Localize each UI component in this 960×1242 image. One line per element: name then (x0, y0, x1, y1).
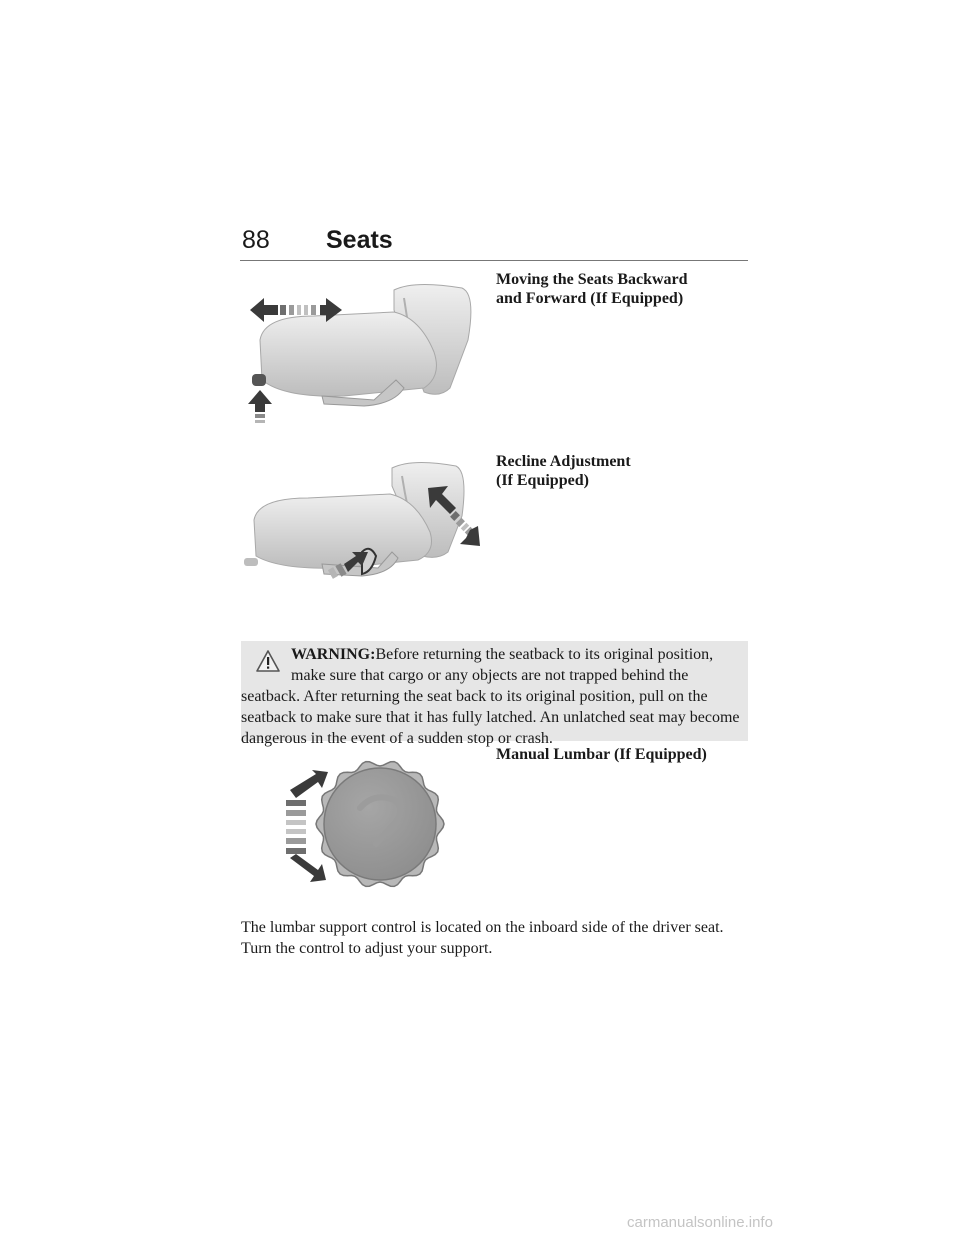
heading-seat-slide-line1: Moving the Seats Backward (496, 271, 688, 288)
warning-box (241, 641, 748, 747)
header-rule (240, 260, 748, 261)
warning-text-rest: make sure that cargo or any objects are not trapped behind the seatback. After returning the seat back to its original position, pull on the seatback to make sure that it has fully latched. An unlatched seat may become dangerous in the event of a sudden stop or crash. (241, 667, 740, 747)
warning-label: WARNING: (291, 646, 376, 663)
arrow-up-icon (248, 390, 272, 423)
warning-lead-line (241, 644, 741, 665)
watermark-text: carmanualsonline.info (627, 1214, 773, 1231)
heading-recline-line2: (If Equipped) (496, 472, 589, 489)
heading-seat-slide (496, 270, 756, 308)
seat-recline-illustration (244, 460, 484, 590)
seat-slide-illustration (244, 280, 484, 430)
lumbar-body-text: The lumbar support control is located on the inboard side of the driver seat. Turn the control to adjust your support. (241, 919, 724, 957)
section-title: Seats (326, 226, 393, 254)
page-number: 88 (242, 226, 270, 254)
lumbar-knob-illustration (282, 760, 462, 890)
lumbar-knob (316, 762, 444, 887)
warning-text-first: Before returning the seatback to its original position, (375, 646, 714, 663)
heading-seat-slide-line2: and Forward (If Equipped) (496, 290, 684, 307)
heading-recline-line1: Recline Adjustment (496, 453, 631, 470)
warning-text (241, 644, 741, 749)
heading-recline (496, 452, 756, 490)
heading-lumbar: Manual Lumbar (If Equipped) (496, 746, 707, 763)
